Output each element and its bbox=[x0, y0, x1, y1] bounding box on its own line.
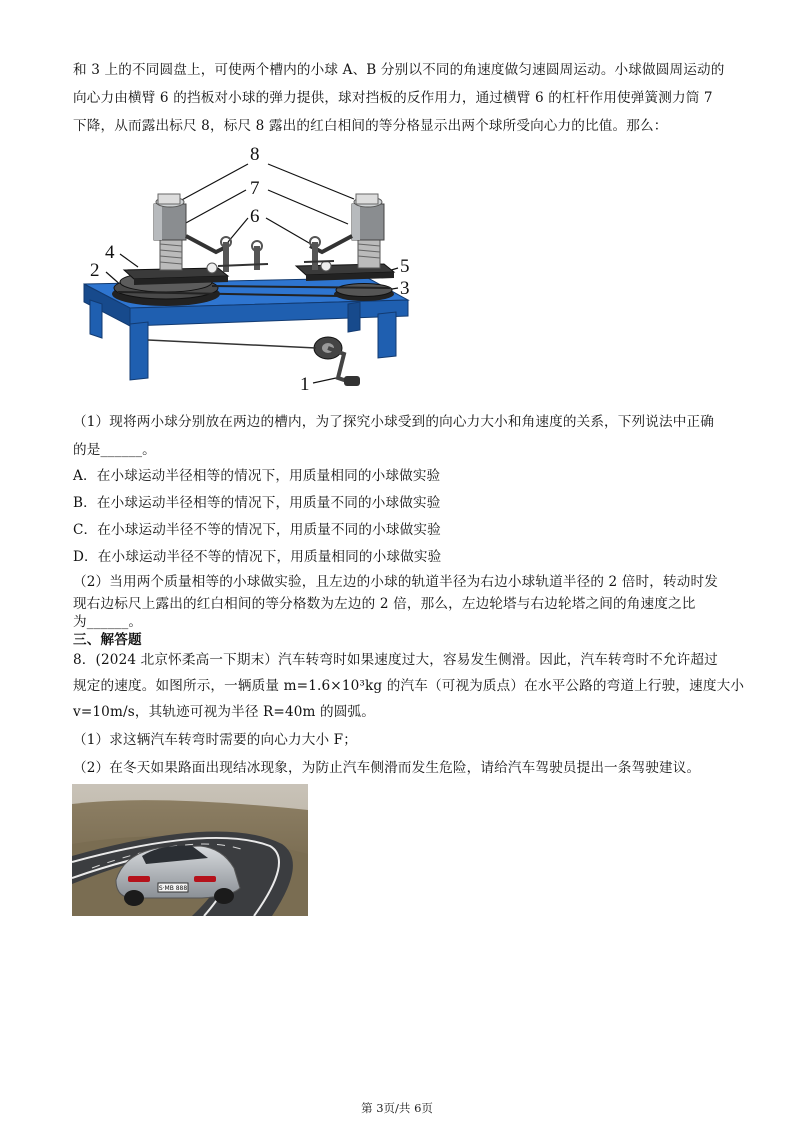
intro-line-2: 向心力由横臂 6 的挡板对小球的弹力提供，球对挡板的反作用力，通过横臂 6 的杠杆作用使弹簧测力筒 7 bbox=[73, 90, 713, 106]
q7-part2-line-1: （2）当用两个质量相等的小球做实验，且左边的小球的轨道半径为右边小球轨道半径的 2 倍时，转动时发 bbox=[73, 574, 719, 590]
option-d: D．在小球运动半径不等的情况下，用质量相同的小球做实验 bbox=[73, 549, 442, 565]
q8-line-3: v=10m/s，其轨迹可视为半径 R=40m 的圆弧。 bbox=[73, 704, 376, 720]
label-6: 6 bbox=[250, 206, 260, 227]
page-footer: 第 3页/共 6页 bbox=[361, 1101, 433, 1115]
label-4: 4 bbox=[105, 242, 115, 263]
q7-part1-stem-2: 的是______。 bbox=[73, 442, 156, 458]
centripetal-apparatus-figure bbox=[78, 142, 418, 398]
option-a: A．在小球运动半径相等的情况下，用质量相同的小球做实验 bbox=[73, 468, 441, 484]
label-1: 1 bbox=[300, 374, 310, 395]
label-7: 7 bbox=[250, 178, 260, 199]
q8-line-1: 8．(2024 北京怀柔高一下期末）汽车转弯时如果速度过大，容易发生侧滑。因此，汽车转弯时不允许超过 bbox=[73, 652, 718, 668]
q7-part2-line-3: 为______。 bbox=[73, 614, 143, 630]
label-5: 5 bbox=[400, 256, 410, 277]
license-plate: S·MB 888 bbox=[158, 885, 188, 892]
option-b: B．在小球运动半径相等的情况下，用质量不同的小球做实验 bbox=[73, 495, 441, 511]
label-3: 3 bbox=[400, 278, 410, 299]
intro-line-1: 和 3 上的不同圆盘上，可使两个槽内的小球 A、B 分别以不同的角速度做匀速圆周运动。小球做圆周运动的 bbox=[73, 62, 725, 78]
q8-part2: （2）在冬天如果路面出现结冰现象，为防止汽车侧滑而发生危险，请给汽车驾驶员提出一条驾驶建议。 bbox=[73, 760, 701, 776]
q7-part1-stem-1: （1）现将两小球分别放在两边的槽内，为了探究小球受到的向心力大小和角速度的关系，下列说法中正确 bbox=[73, 414, 715, 430]
car-on-curve-photo bbox=[72, 784, 308, 916]
intro-line-3: 下降，从而露出标尺 8，标尺 8 露出的红白相间的等分格显示出两个球所受向心力的比值。那么： bbox=[73, 118, 668, 134]
label-8: 8 bbox=[250, 144, 260, 165]
q7-part2-line-2: 现右边标尺上露出的红白相间的等分格数为左边的 2 倍，那么，左边轮塔与右边轮塔之间的角速度之比 bbox=[73, 596, 696, 612]
option-c: C．在小球运动半径不等的情况下，用质量不同的小球做实验 bbox=[73, 522, 441, 538]
q8-line-2: 规定的速度。如图所示，一辆质量 m=1.6×10³kg 的汽车（可视为质点）在水平公路的弯道上行驶，速度大小 bbox=[73, 678, 745, 694]
q8-part1: （1）求这辆汽车转弯时需要的向心力大小 F； bbox=[73, 732, 357, 748]
label-2: 2 bbox=[90, 260, 100, 281]
section-heading: 三、解答题 bbox=[73, 632, 142, 648]
